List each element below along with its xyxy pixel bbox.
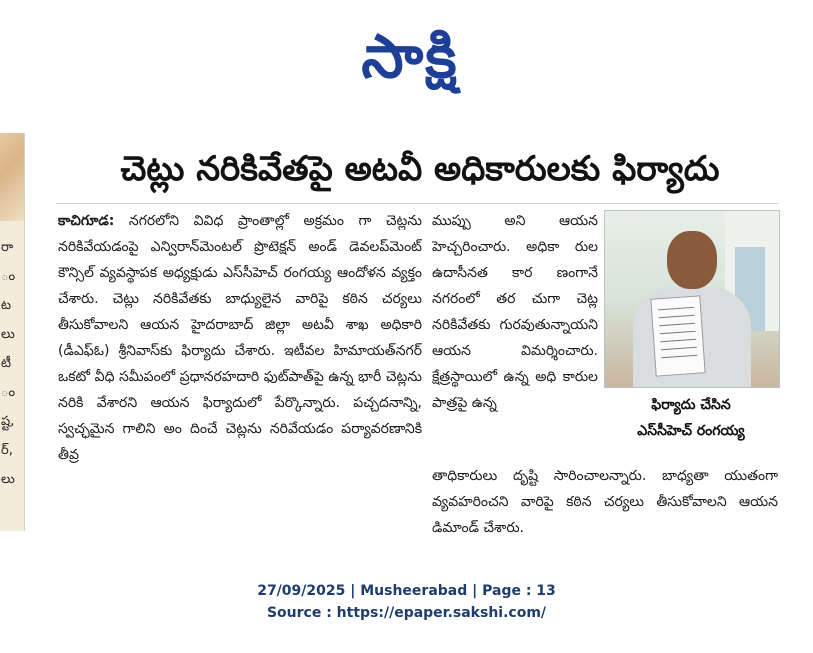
footer-date-edition: 27/09/2025 | Musheerabad | Page : 13 <box>257 583 556 599</box>
photo-caption <box>604 392 778 444</box>
person-head <box>667 231 717 289</box>
fragment: లు <box>1 472 15 487</box>
fragment: టీ <box>1 356 12 371</box>
fragment: రా <box>1 240 14 255</box>
column-3-text: తాధికారులు దృష్టి సారించాలన్నారు. బాధ్యతా యుతంగా వ్యవహరించని వారిపై కఠిన చర్యలు తీసుకోవాలని ఆయన డిమాండ్ చేశారు. <box>432 468 778 536</box>
column-1-text: నగరలోని వివిధ ప్రాంతాల్లో అక్రమం గా చెట్లను నరికివేయడంపై ఎన్విరాన్‌మెంటల్ ప్రొటెక్షన్ అండ్ డెవలప్‌మెంట్ కౌన్సిల్ వ్యవస్థాపక అధ్యక్షుడు ఎస్‌సీహెచ్ రంగయ్య ఆందోళన వ్యక్తం చేశారు. చెట్లు నరికివేతకు బాధ్యులైన వారిపై కఠిన చర్యలు తీసుకోవాలని ఆయన హైదరాబాద్ జిల్లా అటవీ శాఖ అధికారి (డీఎఫ్‌ఓ) శ్రీనివాస్‌కు ఫిర్యాదు చేశారు. ఇటీవల హిమాయత్‌నగర్ ఒకటో వీధి సమీపంలో ప్రధానరహదారి ఫుట్‌పాత్‌పై ఉన్న భారీ చెట్లను నరికి వేశారని ఆయన ఫిర్యాదులో పేర్కొన్నారు. పచ్చదనాన్ని, స్వచ్ఛమైన గాలిని అం దించే చెట్లను నరివేయడం పర్యావరణానికి తీవ్ర <box>58 213 422 463</box>
fragment: ం <box>1 269 16 284</box>
fragment: ట <box>1 298 12 313</box>
source-footer <box>0 580 813 624</box>
divider <box>56 203 778 204</box>
article-column-2 <box>432 208 598 468</box>
article-column-3 <box>432 463 778 543</box>
caption-line-2: ఎస్‌సీహెచ్ రంగయ్య <box>637 423 745 439</box>
newspaper-logo <box>300 14 520 100</box>
footer-source: Source : https://epaper.sakshi.com/ <box>266 605 547 621</box>
fragment: లు <box>1 327 15 342</box>
fragment: ష్ట, <box>1 414 15 429</box>
article-column-1 <box>58 208 422 544</box>
complaint-paper <box>650 295 705 376</box>
dateline: కాచిగూడ: <box>58 213 115 229</box>
fragment: ం <box>1 385 16 400</box>
adjacent-photo <box>0 133 24 221</box>
adjacent-text-fragments <box>1 233 23 494</box>
adjacent-article-strip <box>0 133 25 531</box>
fragment: ర్, <box>1 443 13 458</box>
article-photo <box>604 210 780 388</box>
column-2-text: ముప్పు అని ఆయన హెచ్చరించారు. అధికా రుల ఉదాసీనత కార ణంగానే నగరంలో తర చుగా చెట్ల నరికివేతకు గురవుతున్నాయని ఆయన విమర్శించారు. క్షేత్రస్థాయిలో ఉన్న అధి కారుల పాత్రపై ఉన్న <box>432 213 598 411</box>
logo-text: సాక్షి <box>361 22 459 92</box>
caption-line-1: ఫిర్యాదు చేసిన <box>651 397 731 413</box>
article-headline: చెట్లు నరికివేతపై అటవీ అధికారులకు ఫిర్యాదు <box>120 149 720 189</box>
